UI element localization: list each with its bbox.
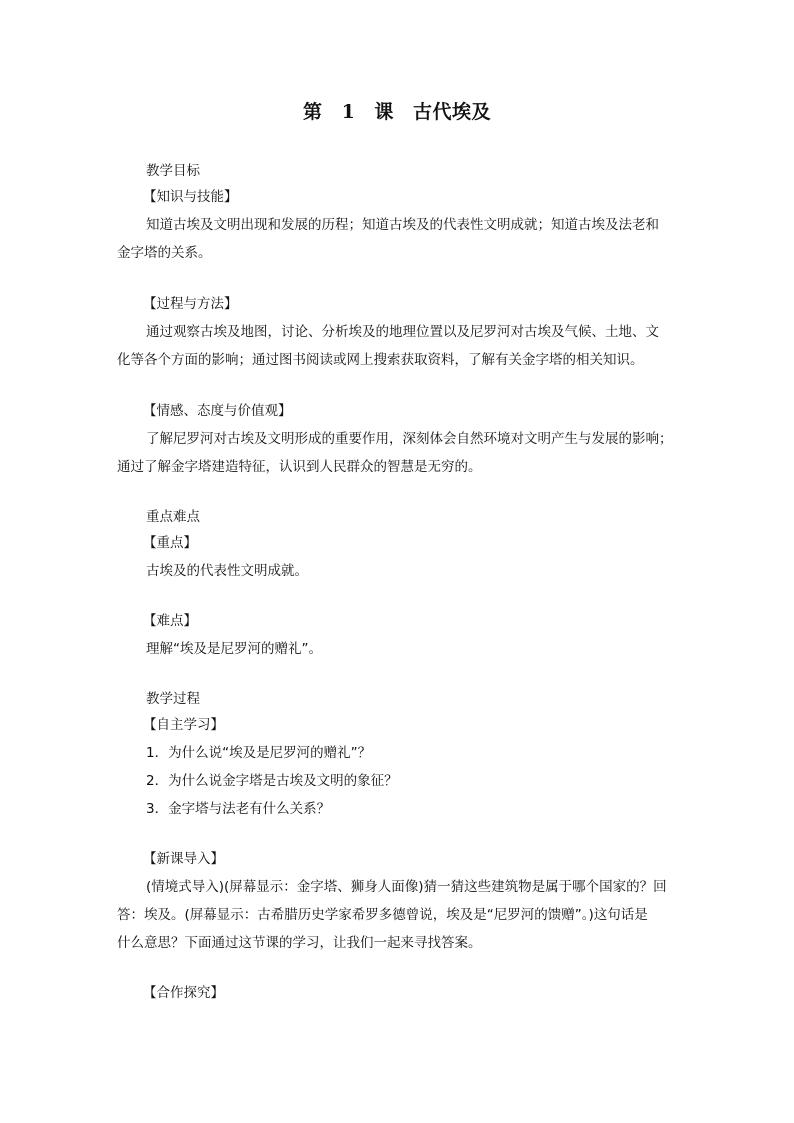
subheading-knowledge: 【知识与技能】 [143,189,238,205]
question-item: 3．金字塔与法老有什么关系？ [146,801,331,817]
subheading-difficult: 【难点】 [143,613,197,629]
paragraph-line: 什么意思？下面通过这节课的学习，让我们一起来寻找答案。 [117,935,482,951]
paragraph-line: (情境式导入)(屏幕显示：金字塔、狮身人面像)猜一猜这些建筑物是属于哪个国家的？回 [146,879,667,895]
paragraph-line: 古埃及的代表性文明成就。 [146,563,308,579]
paragraph-line: 知道古埃及文明出现和发展的历程；知道古埃及的代表性文明成就；知道古埃及法老和 [146,217,659,233]
section-heading-key-points: 重点难点 [146,509,200,525]
paragraph-line: 答：埃及。(屏幕显示：古希腊历史学家希罗多德曾说，埃及是“尼罗河的馈赠”。)这句话是 [117,907,648,923]
question-item: 2．为什么说金字塔是古埃及文明的象征？ [146,773,398,789]
paragraph-line: 金字塔的关系。 [117,245,212,261]
paragraph-line: 通过观察古埃及地图，讨论、分析埃及的地理位置以及尼罗河对古埃及气候、土地、文 [146,324,659,340]
subheading-intro: 【新课导入】 [143,851,224,867]
section-heading-process: 教学过程 [146,691,200,707]
section-heading-objectives: 教学目标 [146,163,200,179]
subheading-self-study: 【自主学习】 [143,717,224,733]
paragraph-line: 理解“埃及是尼罗河的赠礼”。 [146,641,322,657]
paragraph-line: 化等各个方面的影响；通过图书阅读或网上搜索获取资料，了解有关金字塔的相关知识。 [117,352,644,368]
question-item: 1．为什么说“埃及是尼罗河的赠礼”？ [146,745,372,761]
subheading-process-method: 【过程与方法】 [143,296,238,312]
subheading-cooperation: 【合作探究】 [143,985,224,1001]
paragraph-line: 通过了解金字塔建造特征，认识到人民群众的智慧是无穷的。 [117,459,482,475]
subheading-key: 【重点】 [143,535,197,551]
subheading-emotion: 【情感、态度与价值观】 [143,403,292,419]
page-title: 第 1 课 古代埃及 [302,101,492,123]
paragraph-line: 了解尼罗河对古埃及文明形成的重要作用，深刻体会自然环境对文明产生与发展的影响； [146,431,673,447]
